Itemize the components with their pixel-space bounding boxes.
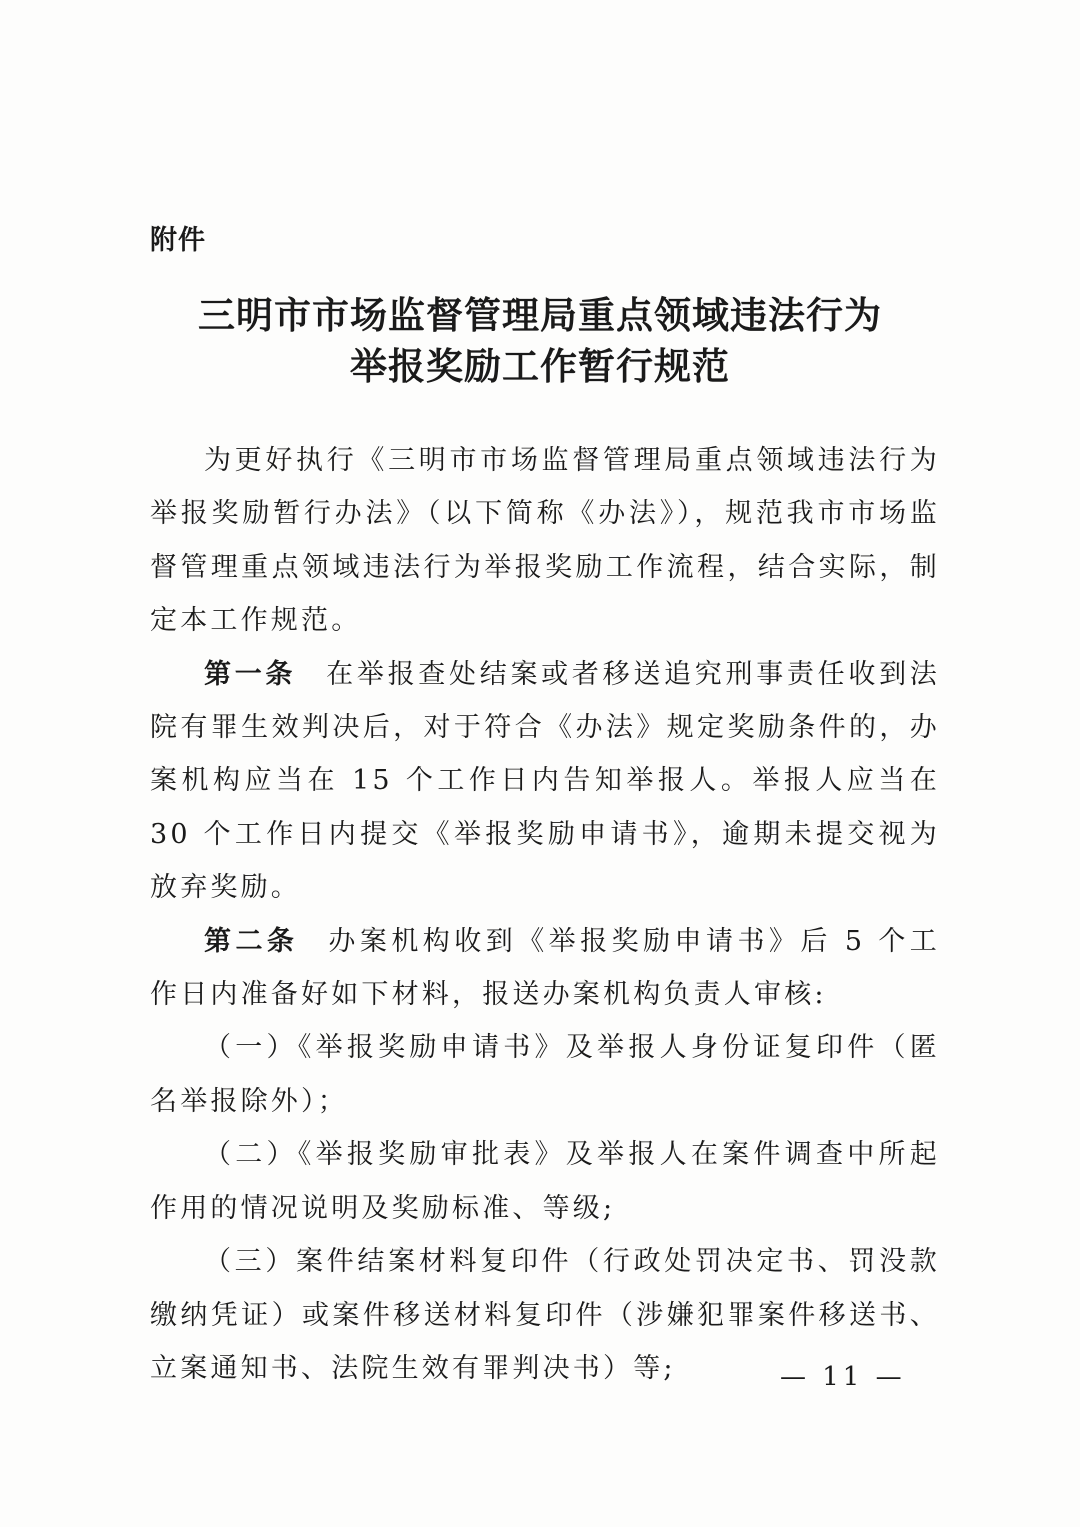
intro-paragraph: 为更好执行《三明市市场监督管理局重点领域违法行为举报奖励暂行办法》（以下简称《办法》），规范我市市场监督管理重点领域违法行为举报奖励工作流程，结合实际，制定本工作规范。 [150,445,940,637]
list-item-1: （一）《举报奖励申请书》及举报人身份证复印件（匿名举报除外）； [150,1032,940,1117]
document-title-line-2: 举报奖励工作暂行规范 [350,344,730,388]
list-item-3: （三）案件结案材料复印件（行政处罚决定书、罚没款缴纳凭证）或案件移送材料复印件（涉嫌犯罪案件移送书、立案通知书、法院生效有罪判决书）等; [150,1246,940,1384]
document-title-line-1: 三明市市场监督管理局重点领域违法行为 [198,293,882,337]
document-body [150,434,940,1395]
article-2-heading: 第二条 [204,925,299,957]
article-1-heading: 第一条 [204,658,297,690]
attachment-label: 附件 [150,225,206,256]
page-number: — 11 — [780,1362,906,1392]
article-1-paragraph [150,648,940,915]
article-2-text: 办案机构收到《举报奖励申请书》后 5 个工作日内准备好如下材料，报送办案机构负责人审核: [150,925,940,1011]
article-2-paragraph [150,915,940,1022]
list-item-2: （二）《举报奖励审批表》及举报人在案件调查中所起作用的情况说明及奖励标准、等级; [150,1139,940,1224]
article-1-text: 在举报查处结案或者移送追究刑事责任收到法院有罪生效判决后，对于符合《办法》规定奖励条件的，办案机构应当在 15 个工作日内告知举报人。举报人应当在 30 个工作日内提交《举报奖励申请书》，逾期未提交视为放弃奖励。 [150,658,940,904]
